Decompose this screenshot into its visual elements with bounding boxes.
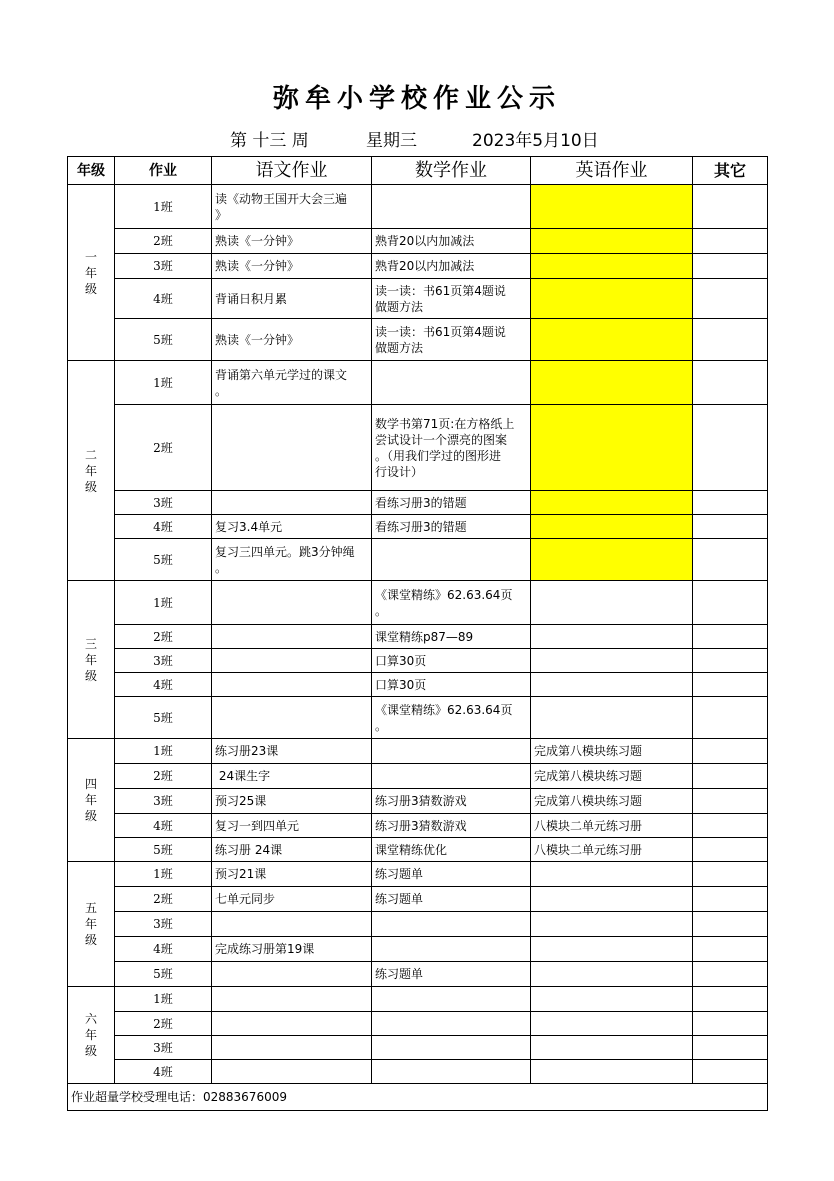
math-homework-cell: 读一读：书61页第4题说 做题方法 [372,319,531,361]
english-homework-cell: 八模块二单元练习册 [531,838,693,862]
chinese-homework-cell: 预习25课 [212,789,372,814]
math-homework-cell: 练习题单 [372,887,531,912]
grade-label: 四 年 级 [68,739,115,862]
class-label: 1班 [115,581,212,625]
chinese-homework-cell [212,581,372,625]
class-label: 2班 [115,405,212,491]
table-row [68,1036,768,1060]
english-homework-cell [531,254,693,279]
english-homework-cell [531,185,693,229]
table-row [68,581,768,625]
week-label: 第 十三 周 [230,131,309,151]
class-label: 4班 [115,1060,212,1084]
chinese-homework-cell [212,1012,372,1036]
class-label: 4班 [115,673,212,697]
class-label: 2班 [115,887,212,912]
table-row [68,625,768,649]
other-homework-cell [693,1012,768,1036]
other-homework-cell [693,1036,768,1060]
math-homework-cell [372,185,531,229]
header-chinese: 语文作业 [212,157,372,185]
math-homework-cell [372,912,531,937]
class-label: 1班 [115,361,212,405]
class-label: 5班 [115,838,212,862]
math-homework-cell: 看练习册3的错题 [372,515,531,539]
math-homework-cell: 熟背20以内加减法 [372,254,531,279]
header-other: 其它 [693,157,768,185]
class-label: 1班 [115,987,212,1012]
math-homework-cell: 练习题单 [372,962,531,987]
other-homework-cell [693,361,768,405]
table-row [68,814,768,838]
chinese-homework-cell: 练习册 24课 [212,838,372,862]
table-row [68,789,768,814]
class-label: 4班 [115,515,212,539]
table-row [68,764,768,789]
table-row [68,649,768,673]
chinese-homework-cell: 24课生字 [212,764,372,789]
english-homework-cell [531,361,693,405]
chinese-homework-cell [212,962,372,987]
table-row [68,962,768,987]
math-homework-cell: 看练习册3的错题 [372,491,531,515]
english-homework-cell [531,987,693,1012]
math-homework-cell: 课堂精练优化 [372,838,531,862]
math-homework-cell: 读一读：书61页第4题说 做题方法 [372,279,531,319]
math-homework-cell [372,739,531,764]
class-label: 1班 [115,185,212,229]
other-homework-cell [693,697,768,739]
table-row [68,279,768,319]
weekday-label: 星期三 [366,131,417,151]
other-homework-cell [693,673,768,697]
chinese-homework-cell: 完成练习册第19课 [212,937,372,962]
class-label: 4班 [115,814,212,838]
grade-label: 六 年 级 [68,987,115,1084]
other-homework-cell [693,862,768,887]
chinese-homework-cell [212,1060,372,1084]
chinese-homework-cell [212,649,372,673]
english-homework-cell [531,515,693,539]
other-homework-cell [693,887,768,912]
other-homework-cell [693,649,768,673]
math-homework-cell [372,764,531,789]
chinese-homework-cell: 复习一到四单元 [212,814,372,838]
header-english: 英语作业 [531,157,693,185]
math-homework-cell: 数学书第71页:在方格纸上 尝试设计一个漂亮的图案 。（用我们学过的图形进 行设计） [372,405,531,491]
english-homework-cell [531,319,693,361]
other-homework-cell [693,764,768,789]
header-row [68,157,768,185]
header-grade: 年级 [68,157,115,185]
english-homework-cell [531,1060,693,1084]
other-homework-cell [693,937,768,962]
chinese-homework-cell: 背诵日积月累 [212,279,372,319]
date-label: 2023年5月10日 [472,131,599,151]
grade-label: 五 年 级 [68,862,115,987]
table-row [68,1060,768,1084]
other-homework-cell [693,185,768,229]
table-row [68,739,768,764]
class-label: 5班 [115,539,212,581]
table-row [68,254,768,279]
class-label: 3班 [115,912,212,937]
english-homework-cell [531,405,693,491]
math-homework-cell [372,1036,531,1060]
class-label: 4班 [115,937,212,962]
other-homework-cell [693,491,768,515]
other-homework-cell [693,229,768,254]
other-homework-cell [693,912,768,937]
english-homework-cell: 完成第八模块练习题 [531,789,693,814]
chinese-homework-cell: 熟读《一分钟》 [212,319,372,361]
math-homework-cell: 练习题单 [372,862,531,887]
class-label: 5班 [115,697,212,739]
other-homework-cell [693,279,768,319]
math-homework-cell: 练习册3猜数游戏 [372,814,531,838]
other-homework-cell [693,814,768,838]
chinese-homework-cell: 复习三四单元。跳3分钟绳 。 [212,539,372,581]
table-row [68,912,768,937]
chinese-homework-cell [212,625,372,649]
english-homework-cell [531,912,693,937]
other-homework-cell [693,254,768,279]
other-homework-cell [693,319,768,361]
math-homework-cell: 口算30页 [372,673,531,697]
math-homework-cell: 课堂精练p87—89 [372,625,531,649]
english-homework-cell [531,581,693,625]
chinese-homework-cell: 读《动物王国开大会三遍 》 [212,185,372,229]
table-row [68,539,768,581]
table-row [68,838,768,862]
math-homework-cell [372,361,531,405]
table-row [68,862,768,887]
english-homework-cell [531,229,693,254]
table-body [68,185,768,1084]
chinese-homework-cell [212,987,372,1012]
header-math: 数学作业 [372,157,531,185]
other-homework-cell [693,1060,768,1084]
table-row [68,229,768,254]
english-homework-cell [531,1036,693,1060]
chinese-homework-cell: 熟读《一分钟》 [212,229,372,254]
class-label: 2班 [115,229,212,254]
table-row [68,1012,768,1036]
math-homework-cell: 熟背20以内加减法 [372,229,531,254]
homework-table [67,156,768,1111]
chinese-homework-cell: 熟读《一分钟》 [212,254,372,279]
table-row [68,887,768,912]
class-label: 2班 [115,764,212,789]
grade-label: 一 年 级 [68,185,115,361]
math-homework-cell: 《课堂精练》62.63.64页 。 [372,697,531,739]
class-label: 1班 [115,862,212,887]
grade-label: 三 年 级 [68,581,115,739]
english-homework-cell [531,649,693,673]
class-label: 3班 [115,491,212,515]
class-label: 3班 [115,1036,212,1060]
english-homework-cell: 完成第八模块练习题 [531,764,693,789]
chinese-homework-cell [212,912,372,937]
english-homework-cell [531,697,693,739]
chinese-homework-cell: 复习3.4单元 [212,515,372,539]
table-row [68,937,768,962]
class-label: 2班 [115,1012,212,1036]
chinese-homework-cell [212,673,372,697]
table-row [68,405,768,491]
math-homework-cell [372,987,531,1012]
other-homework-cell [693,789,768,814]
chinese-homework-cell [212,405,372,491]
english-homework-cell [531,862,693,887]
class-label: 3班 [115,789,212,814]
math-homework-cell: 练习册3猜数游戏 [372,789,531,814]
math-homework-cell [372,1060,531,1084]
chinese-homework-cell: 预习21课 [212,862,372,887]
other-homework-cell [693,581,768,625]
english-homework-cell [531,625,693,649]
other-homework-cell [693,405,768,491]
table-row [68,491,768,515]
english-homework-cell [531,539,693,581]
math-homework-cell [372,1012,531,1036]
other-homework-cell [693,539,768,581]
other-homework-cell [693,515,768,539]
table-row [68,361,768,405]
math-homework-cell: 口算30页 [372,649,531,673]
table-row [68,319,768,361]
math-homework-cell [372,937,531,962]
math-homework-cell [372,539,531,581]
chinese-homework-cell [212,491,372,515]
other-homework-cell [693,987,768,1012]
english-homework-cell [531,673,693,697]
other-homework-cell [693,962,768,987]
chinese-homework-cell [212,1036,372,1060]
table-row [68,987,768,1012]
english-homework-cell: 八模块二单元练习册 [531,814,693,838]
table-row [68,673,768,697]
math-homework-cell: 《课堂精练》62.63.64页 。 [372,581,531,625]
english-homework-cell [531,937,693,962]
class-label: 1班 [115,739,212,764]
table-row [68,185,768,229]
other-homework-cell [693,739,768,764]
page-title: 弥牟小学校作业公示 [272,84,561,114]
chinese-homework-cell [212,697,372,739]
chinese-homework-cell: 背诵第六单元学过的课文 。 [212,361,372,405]
english-homework-cell: 完成第八模块练习题 [531,739,693,764]
complaint-hotline: 作业超量学校受理电话：02883676009 [68,1084,768,1111]
header-homework: 作业 [115,157,212,185]
other-homework-cell [693,838,768,862]
english-homework-cell [531,279,693,319]
chinese-homework-cell: 练习册23课 [212,739,372,764]
class-label: 5班 [115,962,212,987]
other-homework-cell [693,625,768,649]
class-label: 2班 [115,625,212,649]
class-label: 4班 [115,279,212,319]
table-row [68,697,768,739]
english-homework-cell [531,962,693,987]
class-label: 5班 [115,319,212,361]
table-row [68,515,768,539]
class-label: 3班 [115,649,212,673]
chinese-homework-cell: 七单元同步 [212,887,372,912]
english-homework-cell [531,887,693,912]
grade-label: 二 年 级 [68,361,115,581]
english-homework-cell [531,1012,693,1036]
class-label: 3班 [115,254,212,279]
english-homework-cell [531,491,693,515]
